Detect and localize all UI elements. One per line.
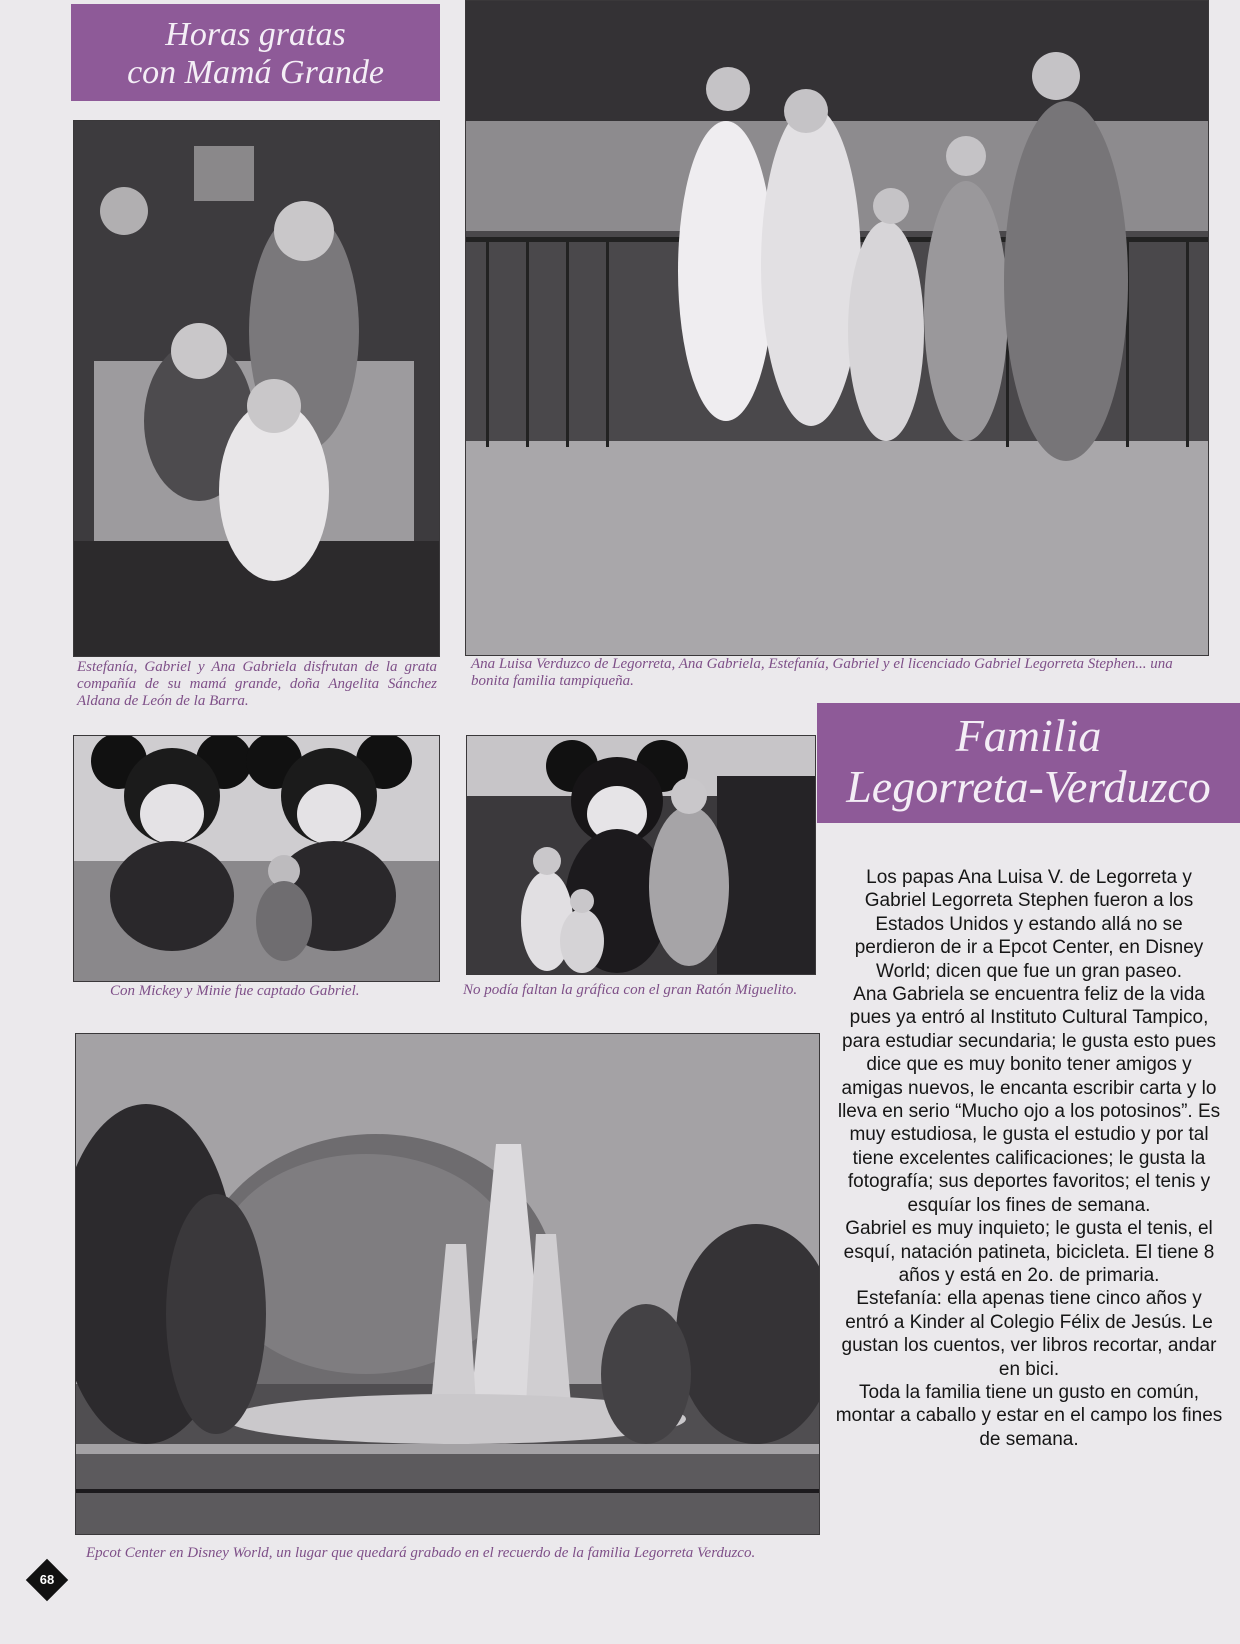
- caption-grandmother: Estefanía, Gabriel y Ana Gabriela disfrutan de la grata compañía de su mamá grande, doña Angelita Sánchez Aldana de León de la Barra.: [77, 659, 437, 709]
- headline-banner-right: [817, 703, 1240, 823]
- photo-family: [465, 0, 1209, 656]
- headline-right-line1: Familia: [955, 710, 1102, 761]
- photo-epcot: [75, 1033, 820, 1535]
- caption-mickey-minnie: Con Mickey y Minie fue captado Gabriel.: [110, 983, 360, 999]
- caption-family: Ana Luisa Verduzco de Legorreta, Ana Gabriela, Estefanía, Gabriel y el licenciado Gabriel Legorreta Stephen... una bonita familia tampiqueña.: [471, 656, 1173, 689]
- article-paragraph: Toda la familia tiene un gusto en común, montar a caballo y estar en el campo los fines de semana.: [835, 1381, 1223, 1450]
- headline-left-line2: con Mamá Grande: [127, 54, 384, 91]
- headline-right-line2: Legorreta-Verduzco: [846, 761, 1211, 812]
- article-paragraph: Gabriel es muy inquieto; le gusta el tenis, el esquí, natación patineta, bicicleta. El tiene 8 años y está en 2o. de primaria.: [843, 1218, 1215, 1286]
- caption-epcot: Epcot Center en Disney World, un lugar que quedará grabado en el recuerdo de la familia Legorreta Verduzco.: [86, 1545, 756, 1561]
- article-paragraph: Estefanía: ella apenas tiene cinco años y entró a Kinder al Colegio Félix de Jesús. Le gustan los cuentos, ver libros recortar, andar en bici.: [841, 1288, 1217, 1380]
- caption-raton: No podía faltan la gráfica con el gran Ratón Miguelito.: [463, 982, 798, 998]
- article-paragraph: Los papas Ana Luisa V. de Legorreta y Gabriel Legorreta Stephen fueron a los Estados Unidos y estando allá no se perdieron de ir a Epcot Center, en Disney World; dicen que fue un gran paseo.: [854, 867, 1204, 982]
- page-number: 68: [39, 1572, 55, 1587]
- article-body: [834, 866, 1224, 1451]
- photo-mickey-minnie: [73, 735, 440, 982]
- article-paragraph: Ana Gabriela se encuentra feliz de la vida pues ya entró al Instituto Cultural Tampico, para estudiar secundaria; le gusta esto pues dice que es muy bonito tener amigos y amigas nuevos, le encanta escribir carta y lo lleva en serio “Mucho ojo a los potosinos”. Es muy estudiosa, le gusta el estudio y por tal tiene excelentes calificaciones; le gusta la fotografía; sus deportes favoritos; el tenis y esquíar los fines de semana.: [837, 984, 1221, 1216]
- headline-left-line1: Horas gratas: [165, 16, 346, 53]
- photo-grandmother: [73, 120, 440, 657]
- headline-banner-left: [71, 4, 440, 101]
- page-number-badge: [26, 1559, 68, 1601]
- photo-raton-miguelito: [466, 735, 816, 975]
